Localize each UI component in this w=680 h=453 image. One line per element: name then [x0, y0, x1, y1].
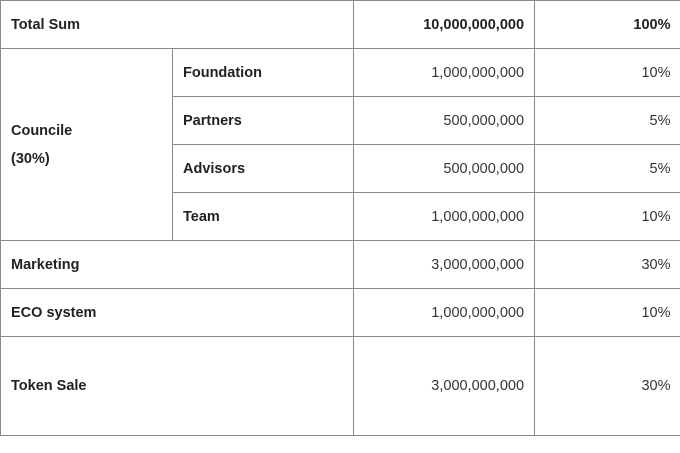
table-row-total — [1, 1, 680, 49]
council-row-label: Team — [173, 193, 354, 241]
council-row-amount: 500,000,000 — [354, 97, 535, 145]
table-row-token-sale — [1, 337, 680, 436]
table-row-foundation — [1, 49, 680, 97]
council-group-label — [1, 49, 173, 241]
row-label: ECO system — [1, 289, 354, 337]
council-row-label: Partners — [173, 97, 354, 145]
row-percent: 30% — [535, 337, 680, 436]
row-percent: 10% — [535, 289, 680, 337]
table-row-marketing — [1, 241, 680, 289]
row-percent: 30% — [535, 241, 680, 289]
council-row-amount: 1,000,000,000 — [354, 49, 535, 97]
table-row-eco-system — [1, 289, 680, 337]
council-label: Councile — [11, 122, 73, 139]
row-amount: 3,000,000,000 — [354, 337, 535, 436]
council-row-label: Foundation — [173, 49, 354, 97]
row-label: Marketing — [1, 241, 354, 289]
row-amount: 1,000,000,000 — [354, 289, 535, 337]
row-label: Token Sale — [1, 337, 354, 436]
total-amount: 10,000,000,000 — [354, 1, 535, 49]
row-amount: 3,000,000,000 — [354, 241, 535, 289]
council-row-percent: 5% — [535, 97, 680, 145]
council-row-amount: 500,000,000 — [354, 145, 535, 193]
council-row-label: Advisors — [173, 145, 354, 193]
council-row-percent: 10% — [535, 49, 680, 97]
total-label: Total Sum — [1, 1, 354, 49]
council-percent-label: (30%) — [11, 150, 50, 167]
total-percent: 100% — [535, 1, 680, 49]
council-row-percent: 10% — [535, 193, 680, 241]
council-row-percent: 5% — [535, 145, 680, 193]
council-row-amount: 1,000,000,000 — [354, 193, 535, 241]
